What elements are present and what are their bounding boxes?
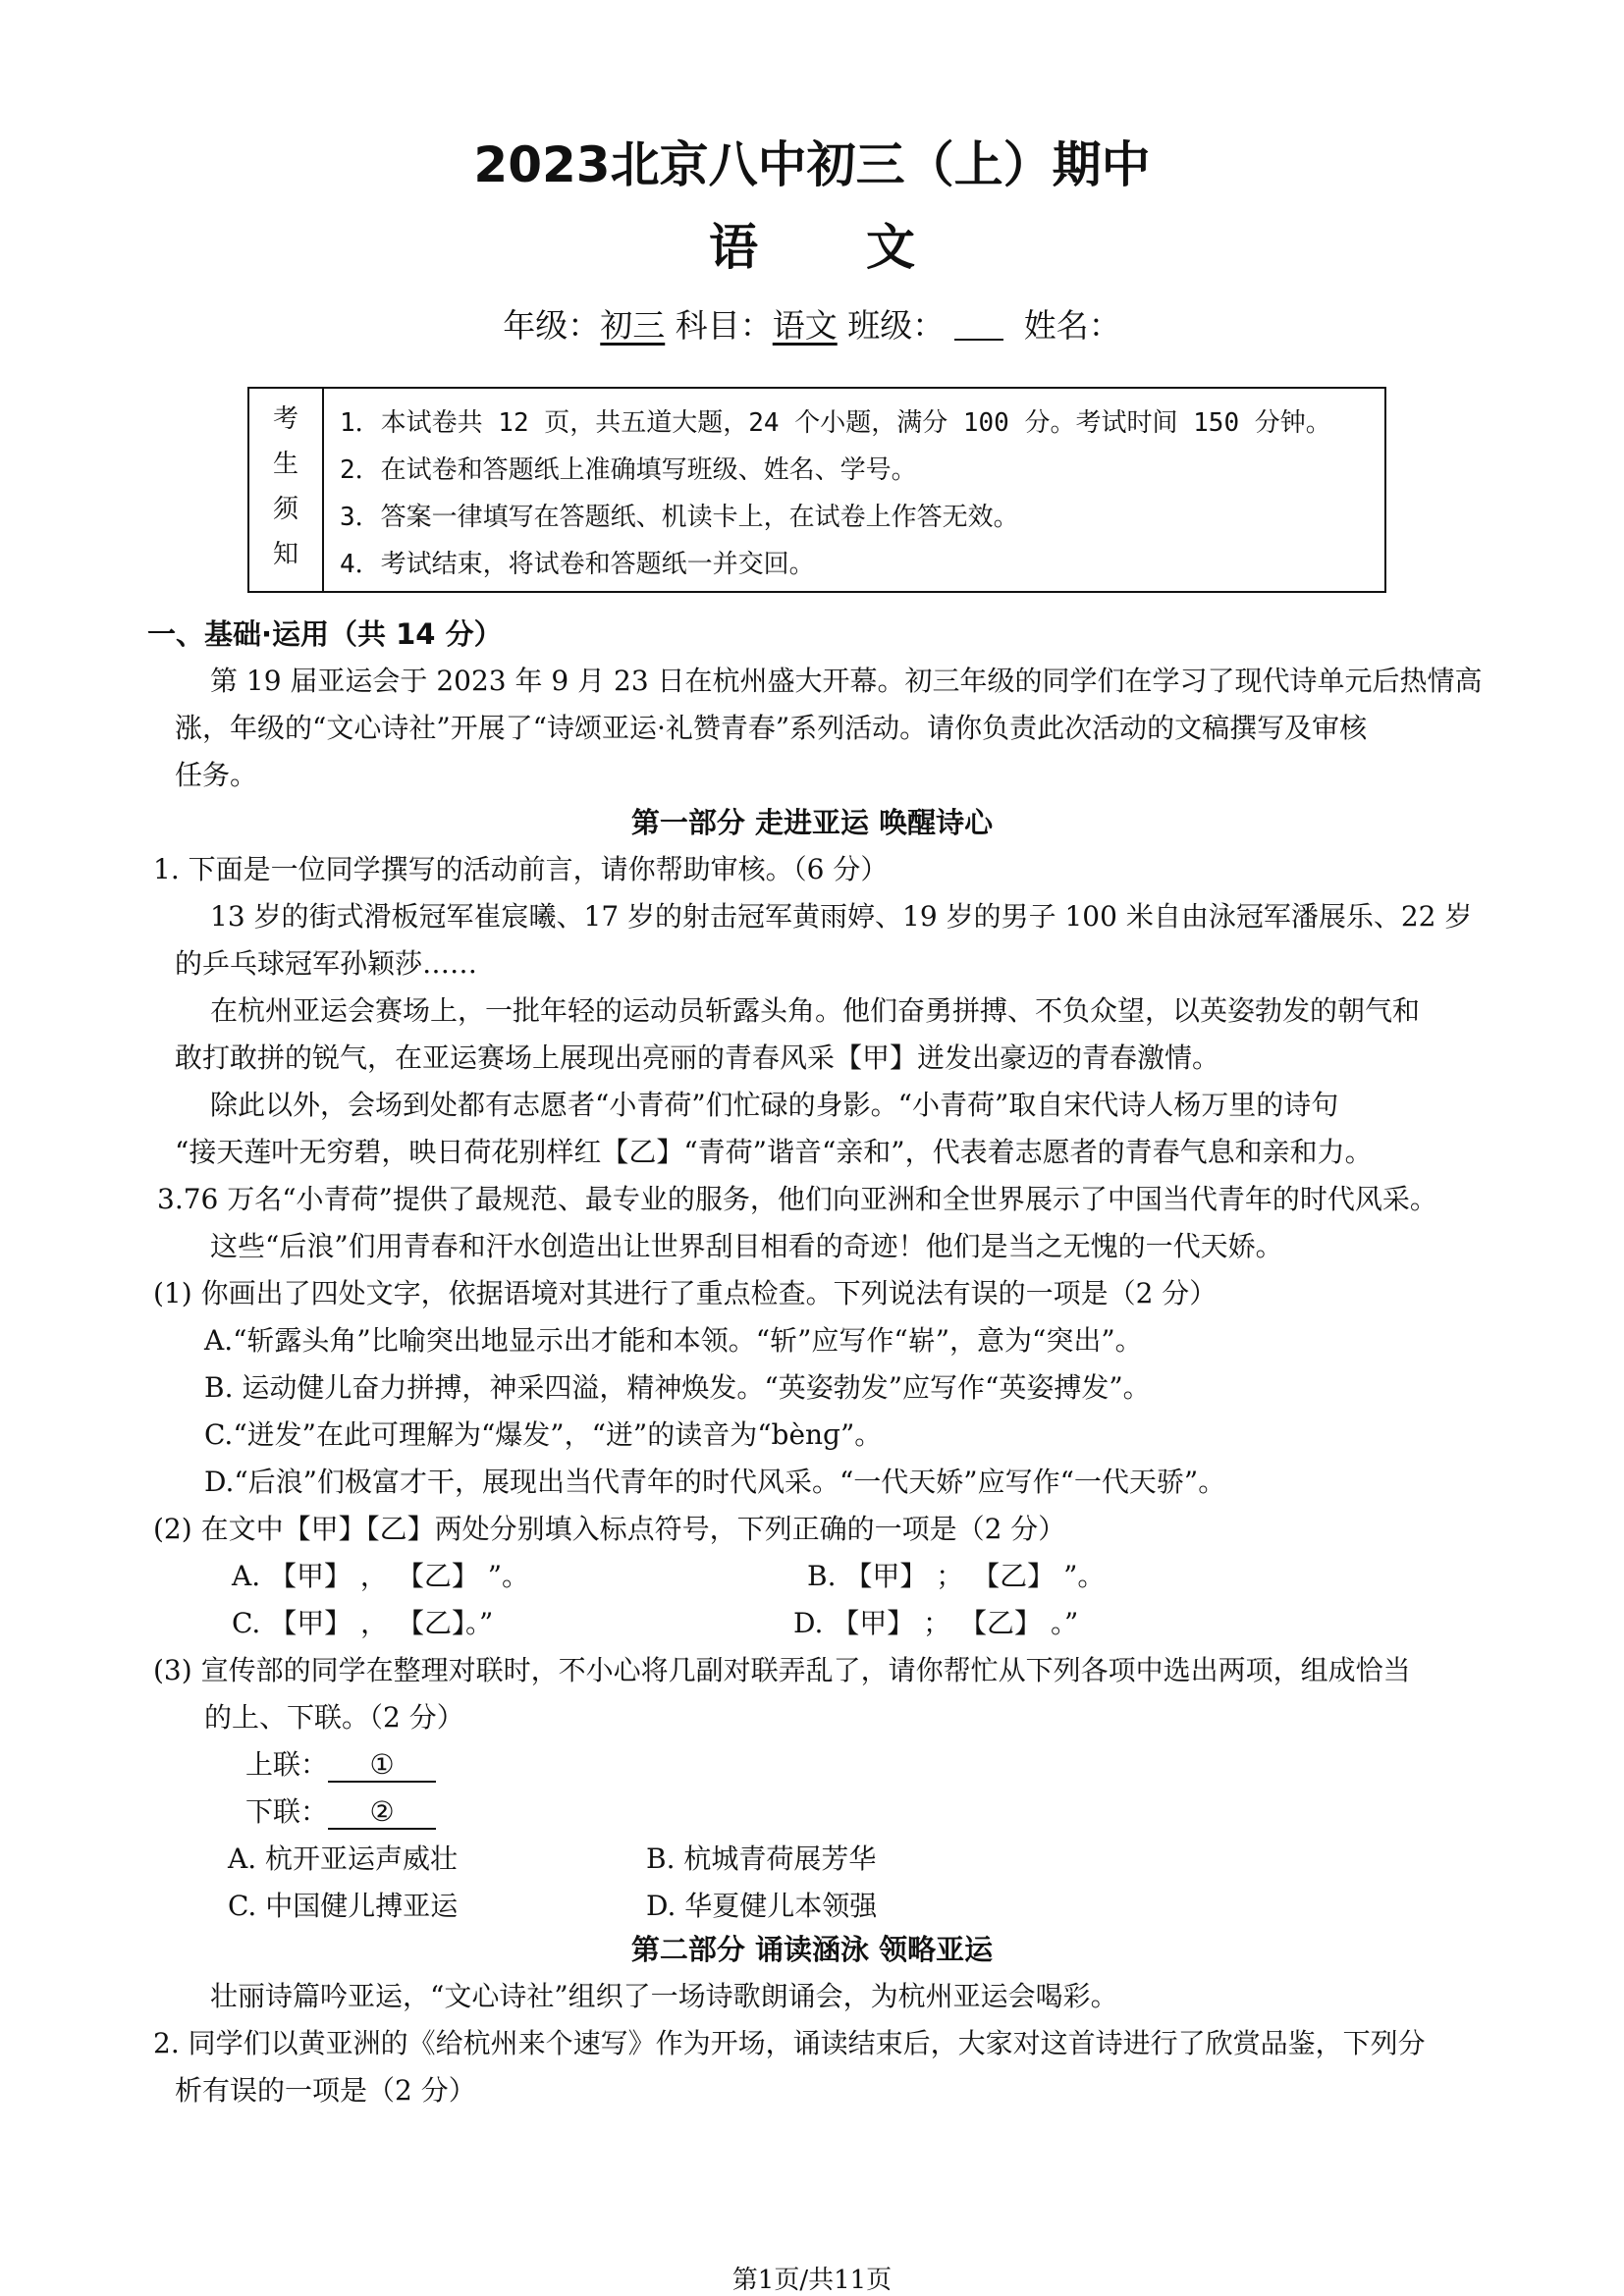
notice-item: 1．本试卷共 12 页，共五道大题，24 个小题，满分 100 分。考试时间 150 分钟。: [340, 408, 1331, 438]
notice-side-char: 须: [272, 495, 298, 524]
intro-line: 任务。: [175, 759, 258, 791]
passage-line: 这些“后浪”们用青春和汗水创造出让世界刮目相看的奇迹！他们是当之无愧的一代天娇。: [210, 1230, 1283, 1262]
notice-side-char: 知: [272, 540, 298, 569]
passage-line: 除此以外，会场到处都有志愿者“小青荷”们忙碌的身影。“小青荷”取自宋代诗人杨万里的诗句: [210, 1089, 1339, 1121]
option-a: A. 杭开亚运声威壮: [228, 1842, 459, 1875]
option-d: D. 【甲】 ； 【乙】 。”: [793, 1607, 1079, 1639]
notice-item: 3．答案一律填写在答题纸、机读卡上，在试卷上作答无效。: [340, 503, 1019, 532]
part2-title: 第二部分 诵读涵泳 领略亚运: [630, 1933, 994, 1966]
notice-item: 4．考试结束，将试卷和答题纸一并交回。: [340, 550, 815, 579]
notice-side-label: [249, 389, 324, 591]
notice-item: 2．在试卷和答题纸上准确填写班级、姓名、学号。: [340, 455, 917, 485]
intro-line: 第 19 届亚运会于 2023 年 9 月 23 日在杭州盛大开幕。初三年级的同学们在学习了现代诗单元后热情高: [210, 665, 1483, 697]
subject-title: 语文: [709, 219, 1023, 276]
passage-line: 在杭州亚运会赛场上，一批年轻的运动员斩露头角。他们奋勇拼搏、不负众望，以英姿勃发的朝气和: [210, 994, 1421, 1027]
sub-question-3: (3) 宣传部的同学在整理对联时，不小心将几副对联弄乱了，请你帮忙从下列各项中选出两项，组成恰当: [153, 1654, 1411, 1686]
sub-question-1: (1) 你画出了四处文字，依据语境对其进行了重点检查。下列说法有误的一项是（2 分）: [153, 1277, 1218, 1309]
option-c: C. 中国健儿搏亚运: [228, 1890, 459, 1922]
passage-line: 13 岁的街式滑板冠军崔宸曦、17 岁的射击冠军黄雨婷、19 岁的男子 100 米自由泳冠军潘展乐、22 岁: [210, 900, 1473, 933]
option-b: B. 【甲】 ； 【乙】 ”。: [807, 1560, 1106, 1592]
option-a: A. 【甲】 ， 【乙】 ”。: [232, 1560, 530, 1592]
option-a: A.“斩露头角”比喻突出地显示出才能和本领。“斩”应写作“崭”，意为“突出”。: [204, 1324, 1143, 1357]
student-info-line: [0, 300, 1624, 347]
subject-label: 科目：: [675, 306, 773, 345]
couplet-lower-blank: ②: [328, 1795, 436, 1830]
couplet-upper-label: 上联：: [245, 1748, 329, 1781]
option-b: B. 杭城青荷展芳华: [646, 1842, 877, 1875]
page-number: 第1页/共11页: [731, 2266, 893, 2295]
question-2: 2. 同学们以黄亚洲的《给杭州来个速写》作为开场，诵读结束后，大家对这首诗进行了欣赏品鉴，下列分: [153, 2027, 1426, 2059]
option-b: B. 运动健儿奋力拼搏，神采四溢，精神焕发。“英姿勃发”应写作“英姿搏发”。: [204, 1371, 1151, 1404]
passage-line: “接天莲叶无穷碧，映日荷花别样红【乙】“青荷”谐音“亲和”，代表着志愿者的青春气息和亲和力。: [175, 1136, 1373, 1168]
couplet-upper: [245, 1743, 436, 1783]
couplet-upper-blank: ①: [328, 1748, 436, 1783]
option-d: D.“后浪”们极富才干，展现出当代青年的时代风采。“一代天娇”应写作“一代天骄”。: [204, 1466, 1226, 1498]
intro-line: 涨，年级的“文心诗社”开展了“诗颂亚运·礼赞青春”系列活动。请你负责此次活动的文稿撰写及审核: [175, 712, 1368, 744]
passage-line: 的乒乓球冠军孙颖莎……: [175, 947, 478, 980]
couplet-lower: [245, 1790, 436, 1830]
option-d: D. 华夏健儿本领强: [646, 1890, 878, 1922]
question-2-cont: 析有误的一项是（2 分）: [175, 2074, 476, 2107]
grade-value: 初三: [600, 306, 666, 345]
subject-value: 语文: [772, 306, 838, 345]
grade-label: 年级：: [503, 306, 601, 345]
section-heading: 一、基础·运用（共 14 分）: [147, 617, 503, 651]
exam-title: 2023北京八中初三（上）期中: [473, 136, 1151, 193]
class-label: 班级：: [847, 306, 946, 345]
class-blank: [954, 311, 1003, 341]
option-c: C. 【甲】 ， 【乙】。”: [232, 1607, 494, 1639]
couplet-lower-label: 下联：: [245, 1795, 329, 1828]
sub-question-3-cont: 的上、下联。（2 分）: [204, 1701, 464, 1734]
passage-line: 敢打敢拼的锐气，在亚运赛场上展现出亮丽的青春风采【甲】迸发出豪迈的青春激情。: [175, 1041, 1220, 1074]
passage-line: 3.76 万名“小青荷”提供了最规范、最专业的服务，他们向亚洲和全世界展示了中国当代青年的时代风采。: [157, 1183, 1437, 1215]
part2-intro: 壮丽诗篇吟亚运，“文心诗社”组织了一场诗歌朗诵会，为杭州亚运会喝彩。: [210, 1980, 1118, 2012]
question-1: 1. 下面是一位同学撰写的活动前言，请你帮助审核。（6 分）: [153, 853, 889, 885]
part1-title: 第一部分 走进亚运 唤醒诗心: [630, 806, 994, 839]
notice-side-char: 考: [272, 404, 298, 434]
exam-notice-box: [247, 387, 1386, 593]
sub-question-2: (2) 在文中【甲】【乙】两处分别填入标点符号，下列正确的一项是（2 分）: [153, 1513, 1066, 1545]
name-label: 姓名：: [1023, 306, 1121, 345]
notice-side-char: 生: [272, 450, 298, 479]
option-c: C.“迸发”在此可理解为“爆发”，“迸”的读音为“bènɡ”。: [204, 1418, 883, 1451]
